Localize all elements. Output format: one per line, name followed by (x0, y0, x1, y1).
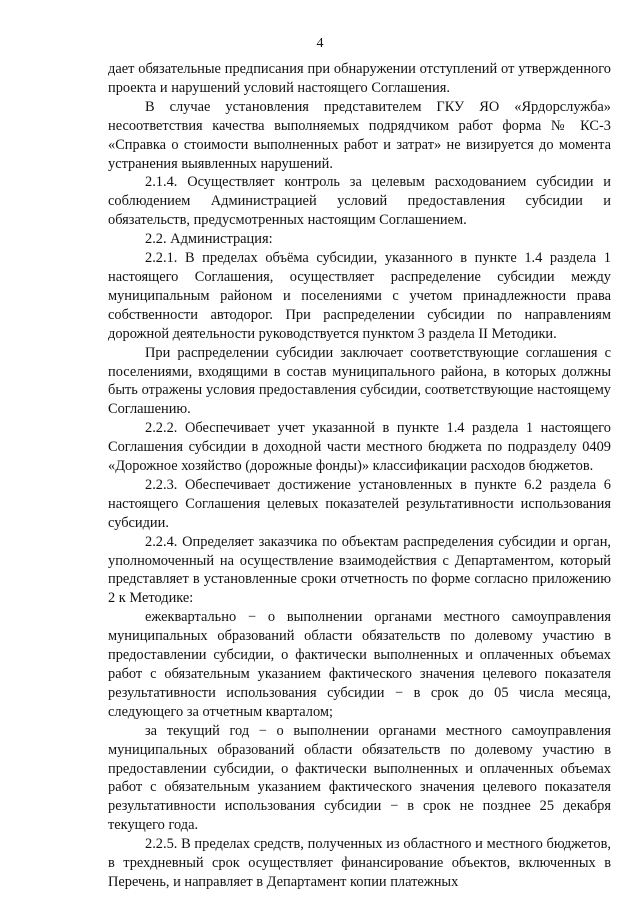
page-number: 4 (316, 36, 324, 51)
paragraph-2-2-3: 2.2.3. Обеспечивает достижение установленных в пункте 6.2 раздела 6 настоящего Соглашения целевых показателей результативности использования субсидии. (108, 476, 611, 531)
paragraph-2-2-4: 2.2.4. Определяет заказчика по объектам распределения субсидии и орган, уполномоченный на осуществление взаимодействия с Департаментом, который представляет в установленные сроки отчетность по форме согласно приложению 2 к Методике: (108, 533, 611, 607)
paragraph-2-2-1: 2.2.1. В пределах объёма субсидии, указанного в пункте 1.4 раздела 1 настоящего Соглашения, осуществляет распределение субсидии между муниципальным районом и поселениями с учетом принадлежности права собственности автодорог. При распределении субсидии по направлениям дорожной деятельности руководствуется пунктом 3 раздела II Методики. (108, 250, 611, 342)
paragraph-2-2-heading: 2.2. Администрация: (145, 231, 273, 248)
paragraph-2-2-2: 2.2.2. Обеспечивает учет указанной в пункте 1.4 раздела 1 настоящего Соглашения субсидии в доходной части местного бюджета по подразделу 0409 «Дорожное хозяйство (дорожные фонды)» классификации расходов бюджетов. (108, 420, 611, 475)
paragraph-quarterly-report: ежеквартально − о выполнении органами местного самоуправления муниципальных образований области обязательств по долевому участию в предоставлении субсидии, о фактически выполненных и оплаченных объемах работ с обязательным указанием фактического значения целевого показателя результативности использования субсидии − в срок до 05 числа месяца, следующего за отчетным кварталом; (108, 609, 611, 720)
paragraph-2-2-5: 2.2.5. В пределах средств, полученных из областного и местного бюджетов, в трехдневный срок осуществляет финансирование объектов, включенных в Перечень, и направляет в Департамент копии платежных (108, 836, 611, 890)
paragraph-2-1-4: 2.1.4. Осуществляет контроль за целевым расходованием субсидии и соблюдением Администрацией условий предоставления субсидии и обязательств, предусмотренных настоящим Соглашением. (108, 174, 611, 229)
paragraph-annual-report: за текущий год − о выполнении органами местного самоуправления муниципальных образований области обязательств по долевому участию в предоставлении субсидии, о фактически выполненных и оплаченных объемах работ с обязательным указанием фактического значения целевого показателя результативности использования субсидии − в срок не позднее 25 декабря текущего года. (108, 722, 611, 834)
paragraph-continuation: дает обязательные предписания при обнаружении отступлений от утвержденного проекта и нарушений условий настоящего Соглашения. (108, 61, 611, 96)
paragraph-distribution-agreements: При распределении субсидии заключает соответствующие соглашения с поселениями, входящими в состав муниципального района, в которых должны быть отражены условия предоставления субсидии, соответствующие настоящему Соглашению. (108, 344, 611, 418)
document-body (108, 60, 611, 892)
paragraph-ksr-approval: В случае установления представителем ГКУ ЯО «Ярдорслужба» несоответствия качества выполняемых подрядчиком работ форма № КС-3 «Справка о стоимости выполненных работ и затрат» не визируется до момента устранения выявленных нарушений. (108, 98, 611, 172)
